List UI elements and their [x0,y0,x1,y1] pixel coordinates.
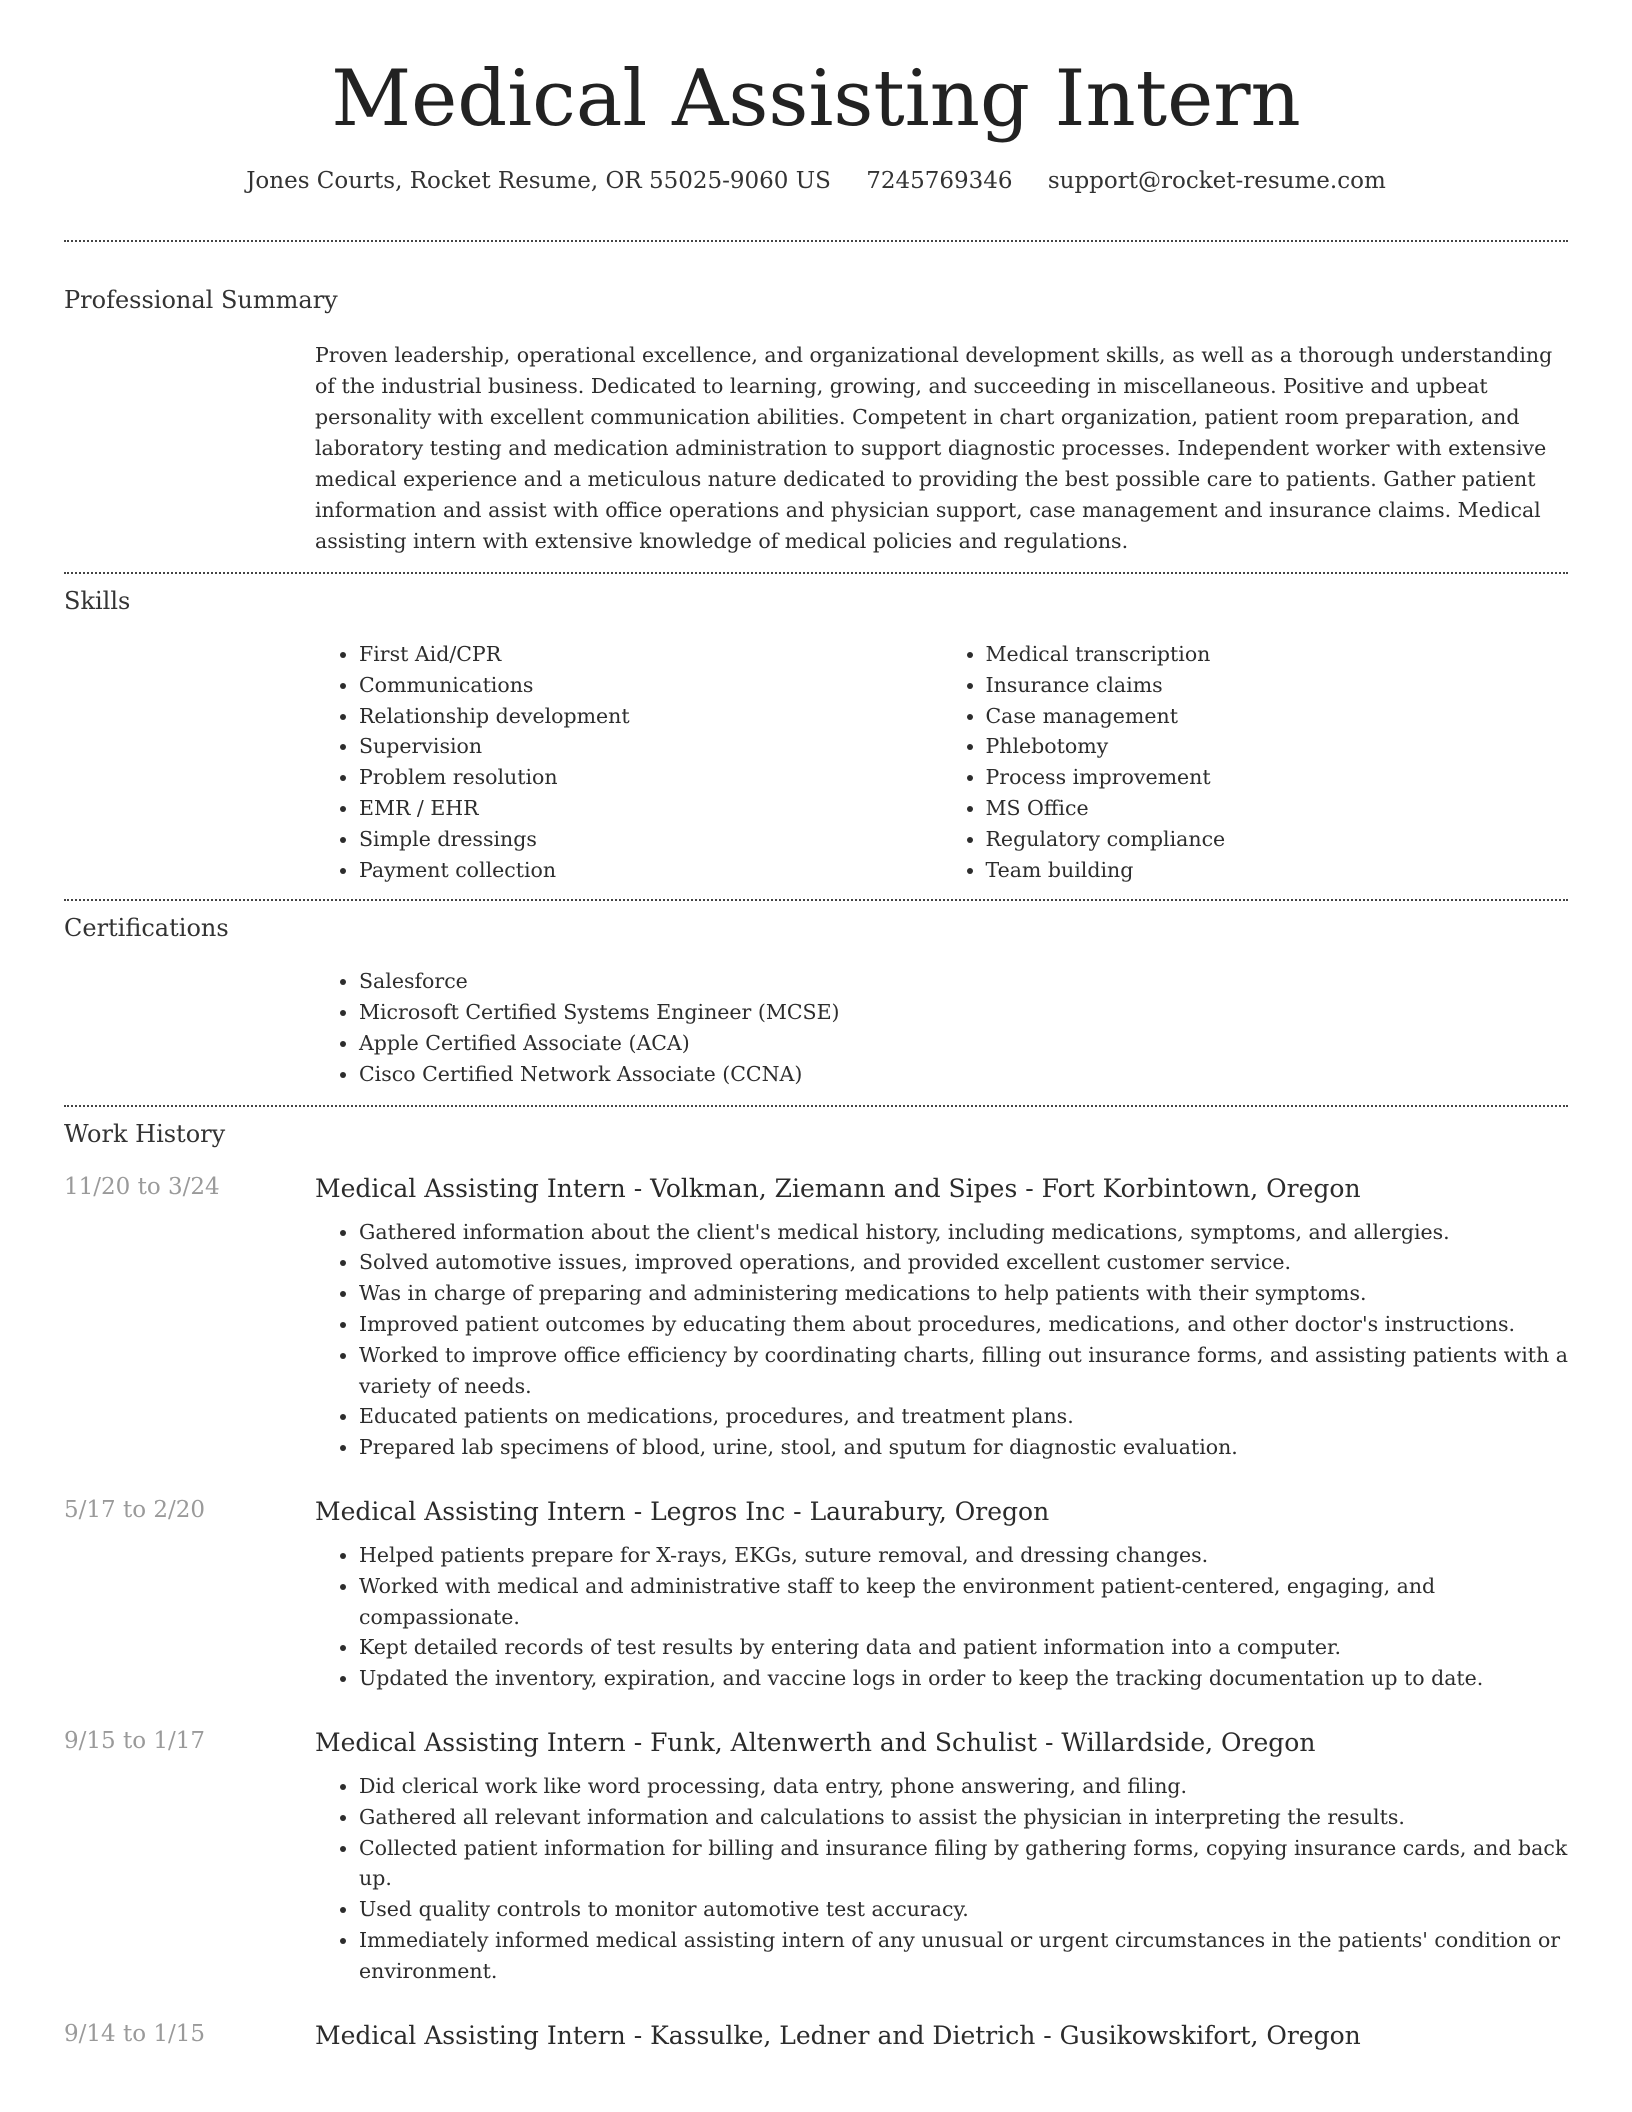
skills-list-left [315,639,942,885]
section-title-certifications: Certifications [64,914,229,943]
skill-item: • Relationship development [359,701,942,732]
skill-item: • Problem resolution [359,762,942,793]
job-bullet: • Kept detailed records of test results by entering data and patient information into a computer. [359,1632,1568,1663]
divider [64,1105,1568,1107]
skill-item: • Payment collection [359,855,942,886]
summary-text: Proven leadership, operational excellence, and organizational development skills, as well as a thorough understanding of the industrial business. Dedicated to learning, growing, and succeeding in miscellaneous. Positive and upbeat personality with excellent communication abilities. Competent in chart organization, patient room preparation, and laboratory testing and medication administration to support diagnostic processes. Independent worker with extensive medical experience and a meticulous nature dedicated to providing the best possible care to patients. Gather patient information and assist with office operations and physician support, case management and insurance claims. Medical assisting intern with extensive knowledge of medical policies and regulations. [315,343,1553,553]
job-bullet: • Gathered all relevant information and calculations to assist the physician in interpreting the results. [359,1802,1568,1833]
job-title: Medical Assisting Intern - Kassulke, Ledner and Dietrich - Gusikowskifort, Oregon [315,2020,1361,2050]
job-bullets [315,1771,1568,1987]
skill-item: • Team building [986,855,1569,886]
job-bullet: • Was in charge of preparing and administering medications to help patients with their symptoms. [359,1278,1568,1309]
job-dates: 5/17 to 2/20 [64,1496,206,1523]
skill-item: • First Aid/CPR [359,639,942,670]
skills-section [64,587,1568,885]
certification-item: • Apple Certified Associate (ACA) [359,1028,1568,1059]
certification-item: • Salesforce [359,966,1568,997]
job-bullet: • Solved automotive issues, improved operations, and provided excellent customer service. [359,1247,1568,1278]
skill-item: • Insurance claims [986,670,1569,701]
skill-item: • Process improvement [986,762,1569,793]
skills-list-right [942,639,1569,885]
divider [64,240,1568,242]
skill-item: • Communications [359,670,942,701]
candidate-name: Medical Assisting Intern [331,54,1301,144]
certification-item: • Microsoft Certified Systems Engineer (MCSE) [359,997,1568,1028]
work-history-section [64,1120,1568,2050]
divider [64,899,1568,901]
job-dates: 9/15 to 1/17 [64,1727,206,1754]
job-title: Medical Assisting Intern - Legros Inc - Laurabury, Oregon [315,1496,1050,1526]
job-entry [64,1728,1568,1987]
resume-page [64,0,1568,2064]
skill-item: • Case management [986,701,1569,732]
job-bullet: • Helped patients prepare for X-rays, EKGs, suture removal, and dressing changes. [359,1540,1568,1571]
job-bullet: • Worked with medical and administrative staff to keep the environment patient-centered, engaging, and compassionate. [359,1571,1568,1633]
contact-line [64,168,1568,194]
job-bullet: • Did clerical work like word processing, data entry, phone answering, and filing. [359,1771,1568,1802]
phone-text: 7245769346 [866,168,1013,194]
job-bullet: • Improved patient outcomes by educating them about procedures, medications, and other doctor's instructions. [359,1309,1568,1340]
job-title: Medical Assisting Intern - Funk, Altenwerth and Schulist - Willardside, Oregon [315,1727,1316,1757]
job-title: Medical Assisting Intern - Volkman, Ziemann and Sipes - Fort Korbintown, Oregon [315,1173,1361,1203]
job-bullet: • Immediately informed medical assisting intern of any unusual or urgent circumstances in the patients' condition or environment. [359,1925,1568,1987]
divider [64,572,1568,574]
skill-item: • MS Office [986,793,1569,824]
certifications-section [64,914,1568,1089]
job-bullet: • Worked to improve office efficiency by coordinating charts, filling out insurance forms, and assisting patients with a variety of needs. [359,1340,1568,1402]
skill-item: • Medical transcription [986,639,1569,670]
job-entry [64,1497,1568,1694]
skill-item: • EMR / EHR [359,793,942,824]
job-bullet: • Collected patient information for billing and insurance filing by gathering forms, copying insurance cards, and back up. [359,1833,1568,1895]
job-bullet: • Prepared lab specimens of blood, urine, stool, and sputum for diagnostic evaluation. [359,1432,1568,1463]
address-text: Jones Courts, Rocket Resume, OR 55025-9060 US [246,168,831,194]
job-entry [64,1174,1568,1463]
skill-item: • Simple dressings [359,824,942,855]
section-title-skills: Skills [64,587,131,615]
certifications-list [315,966,1568,1089]
job-dates: 11/20 to 3/24 [64,1173,220,1200]
job-bullet: • Gathered information about the client's medical history, including medications, symptoms, and allergies. [359,1217,1568,1248]
section-title-summary: Professional Summary [64,286,338,314]
summary-section [64,286,1568,557]
section-title-work-history: Work History [64,1119,226,1148]
skill-item: • Regulatory compliance [986,824,1569,855]
job-entry [64,2021,1568,2050]
certification-item: • Cisco Certified Network Associate (CCNA) [359,1059,1568,1090]
job-bullet: • Used quality controls to monitor automotive test accuracy. [359,1894,1568,1925]
email-text: support@rocket-resume.com [1047,168,1386,194]
job-bullets [315,1217,1568,1463]
skill-item: • Phlebotomy [986,731,1569,762]
job-bullet: • Updated the inventory, expiration, and vaccine logs in order to keep the tracking documentation up to date. [359,1663,1568,1694]
skill-item: • Supervision [359,731,942,762]
job-dates: 9/14 to 1/15 [64,2020,206,2047]
job-bullet: • Educated patients on medications, procedures, and treatment plans. [359,1401,1568,1432]
job-bullets [315,1540,1568,1694]
